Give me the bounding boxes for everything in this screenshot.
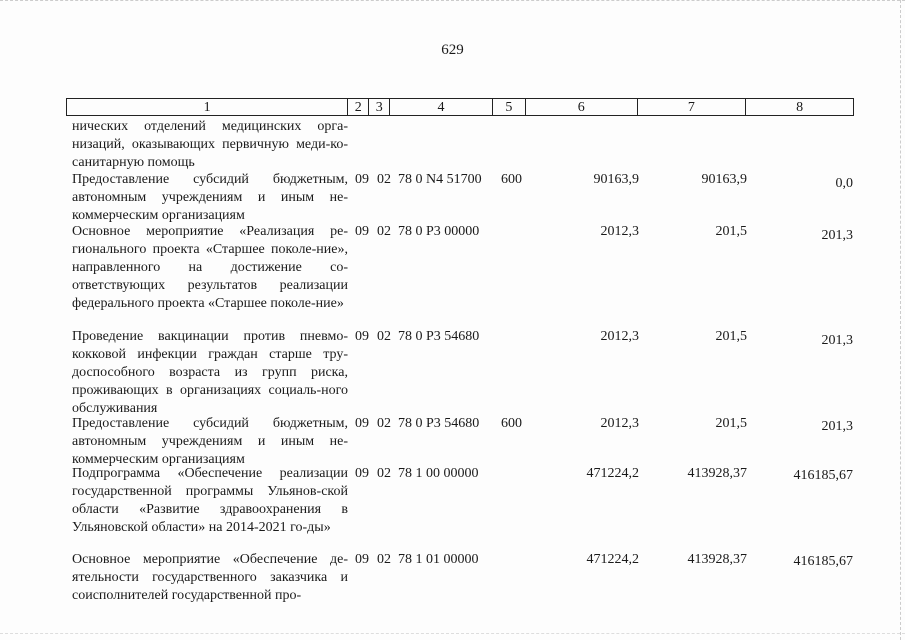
row-col-2: 09 xyxy=(355,466,369,481)
row-col-8: 201,3 xyxy=(821,333,853,348)
row-description: Проведение вакцинации против пневмо-кокковой инфекции граждан старше тру-доспособного возраста из групп риска, проживающих в организациях социаль-ного обслуживания xyxy=(72,329,348,416)
row-col-8: 0,0 xyxy=(835,176,853,191)
row-col-8: 416185,67 xyxy=(793,554,853,569)
row-col-6: 2012,3 xyxy=(600,224,639,239)
header-col-2: 2 xyxy=(348,99,369,115)
scan-top-edge xyxy=(0,0,905,9)
row-col-2: 09 xyxy=(355,329,369,344)
row-col-8: 201,3 xyxy=(821,228,853,243)
table-header xyxy=(66,98,854,116)
row-col-3: 02 xyxy=(377,466,391,481)
row-col-3: 02 xyxy=(377,224,391,239)
header-col-4: 4 xyxy=(390,99,493,115)
page-number: 629 xyxy=(441,42,464,58)
row-col-5: 600 xyxy=(501,172,522,187)
row-col-5: 600 xyxy=(501,416,522,431)
row-col-8: 416185,67 xyxy=(793,468,853,483)
row-col-6: 471224,2 xyxy=(586,552,639,567)
row-description: Основное мероприятие «Обеспечение де-ятельности государственного заказчика и соисполнителей государственной про- xyxy=(72,552,348,603)
row-description: Основное мероприятие «Реализация ре-гионального проекта «Старшее поколе-ние», направленного на достижение со-ответствующих результатов реализации федерального проекта «Старшее поколе-ние» xyxy=(72,224,348,311)
scan-bottom-edge xyxy=(0,633,905,634)
row-col-7: 90163,9 xyxy=(701,172,747,187)
row-col-6: 2012,3 xyxy=(600,416,639,431)
header-col-6: 6 xyxy=(526,99,638,115)
row-col-7: 201,5 xyxy=(715,224,747,239)
header-col-5: 5 xyxy=(493,99,526,115)
row-col-4: 78 0 P3 00000 xyxy=(398,224,480,239)
row-description: нических отделений медицинских орга-низаций, оказывающих первичную меди-ко-санитарную помощь xyxy=(72,119,348,170)
header-col-8: 8 xyxy=(796,100,804,115)
row-col-3: 02 xyxy=(377,329,391,344)
row-col-4: 78 0 P3 54680 xyxy=(398,416,480,431)
header-col-7: 7 xyxy=(638,99,747,115)
row-col-4: 78 1 00 00000 xyxy=(398,466,479,481)
row-col-6: 471224,2 xyxy=(586,466,639,481)
row-col-2: 09 xyxy=(355,172,369,187)
row-col-6: 90163,9 xyxy=(593,172,639,187)
row-col-7: 413928,37 xyxy=(687,552,747,567)
header-col-3: 3 xyxy=(369,99,390,115)
row-description: Предоставление субсидий бюджетным, автономным учреждениям и иным не-коммерческим организациям xyxy=(72,416,348,467)
row-col-4: 78 0 N4 51700 xyxy=(398,172,482,187)
header-col-1: 1 xyxy=(67,99,348,115)
row-col-2: 09 xyxy=(355,552,369,567)
row-description: Подпрограмма «Обеспечение реализации государственной программы Ульянов-ской области «Развитие здравоохранения в Ульяновской области» на 2014-2021 го-ды» xyxy=(72,466,348,535)
row-col-6: 2012,3 xyxy=(600,329,639,344)
row-col-7: 413928,37 xyxy=(687,466,747,481)
row-col-8: 201,3 xyxy=(821,419,853,434)
row-col-7: 201,5 xyxy=(715,416,747,431)
row-col-2: 09 xyxy=(355,224,369,239)
row-description: Предоставление субсидий бюджетным, автономным учреждениям и иным не-коммерческим организациям xyxy=(72,172,348,223)
row-col-3: 02 xyxy=(377,552,391,567)
row-col-2: 09 xyxy=(355,416,369,431)
row-col-3: 02 xyxy=(377,416,391,431)
row-col-4: 78 0 P3 54680 xyxy=(398,329,480,344)
row-col-7: 201,5 xyxy=(715,329,747,344)
row-col-4: 78 1 01 00000 xyxy=(398,552,479,567)
scan-right-edge xyxy=(899,0,901,640)
row-col-3: 02 xyxy=(377,172,391,187)
